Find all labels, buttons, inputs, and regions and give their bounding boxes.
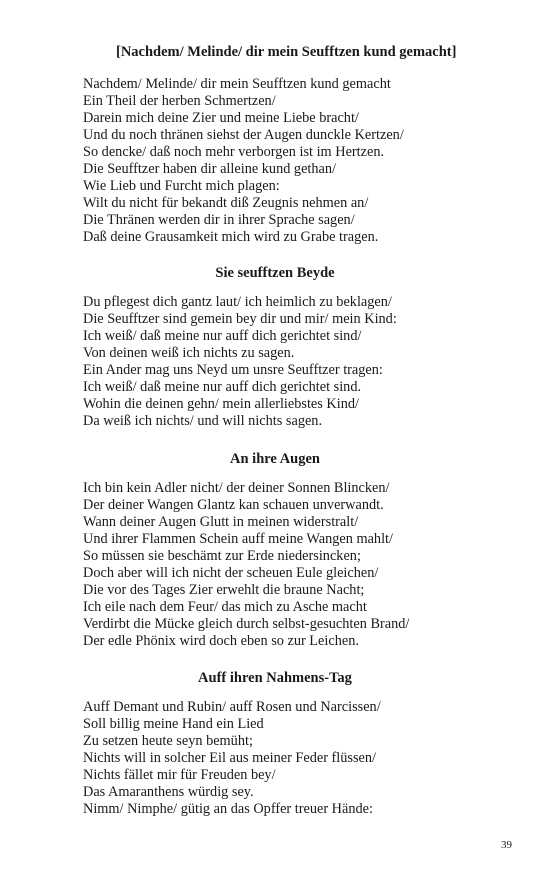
- poem-line: Doch aber will ich nicht der scheuen Eule gleichen/: [83, 565, 379, 581]
- poem-line: Auff Demant und Rubin/ auff Rosen und Narcissen/: [83, 699, 381, 715]
- poem-line: Nichts will in solcher Eil aus meiner Feder flüssen/: [83, 750, 377, 766]
- poem-stanza: [83, 699, 523, 818]
- poem-line: Nichts fället mir für Freuden bey/: [83, 767, 276, 783]
- poem-line: Und du noch thränen siehst der Augen dunckle Kertzen/: [83, 127, 404, 143]
- poem-title: [Nachdem/ Melinde/ dir mein Seufftzen kund gemacht]: [116, 44, 457, 60]
- poem-line: Ich weiß/ daß meine nur auff dich gerichtet sind.: [83, 379, 362, 395]
- poem-line: Wohin die deinen gehn/ mein allerliebstes Kind/: [83, 396, 359, 412]
- poem-line: Von deinen weiß ich nichts zu sagen.: [83, 345, 295, 361]
- poem-title: An ihre Augen: [230, 451, 320, 467]
- poem-line: Ein Theil der herben Schmertzen/: [83, 93, 276, 109]
- poem-title: Auff ihren Nahmens-Tag: [198, 670, 352, 686]
- poem-line: Die Seufftzer haben dir alleine kund gethan/: [83, 161, 337, 177]
- poem-line: Nachdem/ Melinde/ dir mein Seufftzen kund gemacht: [83, 76, 391, 92]
- poem-line: Der edle Phönix wird doch eben so zur Leichen.: [83, 633, 359, 649]
- poem-stanza: [83, 294, 523, 430]
- poem-line: Der deiner Wangen Glantz kan schauen unverwandt.: [83, 497, 384, 513]
- poem-line: Ich weiß/ daß meine nur auff dich gerichtet sind/: [83, 328, 362, 344]
- poem-line: Da weiß ich nichts/ und will nichts sagen.: [83, 413, 323, 429]
- poem-line: Soll billig meine Hand ein Lied: [83, 716, 264, 732]
- poem-line: Nimm/ Nimphe/ gütig an das Opffer treuer Hände:: [83, 801, 373, 817]
- poem-line: Die Thränen werden dir in ihrer Sprache sagen/: [83, 212, 355, 228]
- poem-line: Das Amaranthens würdig sey.: [83, 784, 254, 800]
- poem-line: Wilt du nicht für bekandt diß Zeugnis nehmen an/: [83, 195, 369, 211]
- poem-line: Die Seufftzer sind gemein bey dir und mir/ mein Kind:: [83, 311, 397, 327]
- page-number: 39: [501, 839, 512, 851]
- poem-line: Verdirbt die Mücke gleich durch selbst-gesuchten Brand/: [83, 616, 410, 632]
- poem-line: So dencke/ daß noch mehr verborgen ist im Hertzen.: [83, 144, 385, 160]
- poem-stanza: [83, 480, 523, 650]
- poem-line: Zu setzen heute seyn bemüht;: [83, 733, 253, 749]
- poem-line: Und ihrer Flammen Schein auff meine Wangen mahlt/: [83, 531, 393, 547]
- poem-line: Daß deine Grausamkeit mich wird zu Grabe tragen.: [83, 229, 379, 245]
- poem-line: Ich bin kein Adler nicht/ der deiner Sonnen Blincken/: [83, 480, 390, 496]
- poem-title: Sie seufftzen Beyde: [215, 265, 335, 281]
- poem-line: So müssen sie beschämt zur Erde niedersincken;: [83, 548, 361, 564]
- poem-line: Du pflegest dich gantz laut/ ich heimlich zu beklagen/: [83, 294, 392, 310]
- poem-line: Ein Ander mag uns Neyd um unsre Seufftzer tragen:: [83, 362, 383, 378]
- poem-line: Ich eile nach dem Feur/ das mich zu Asche macht: [83, 599, 367, 615]
- poem-line: Darein mich deine Zier und meine Liebe bracht/: [83, 110, 359, 126]
- poem-line: Die vor des Tages Zier erwehlt die braune Nacht;: [83, 582, 365, 598]
- poem-stanza: [83, 76, 523, 246]
- poem-line: Wie Lieb und Furcht mich plagen:: [83, 178, 280, 194]
- poem-line: Wann deiner Augen Glutt in meinen widerstralt/: [83, 514, 359, 530]
